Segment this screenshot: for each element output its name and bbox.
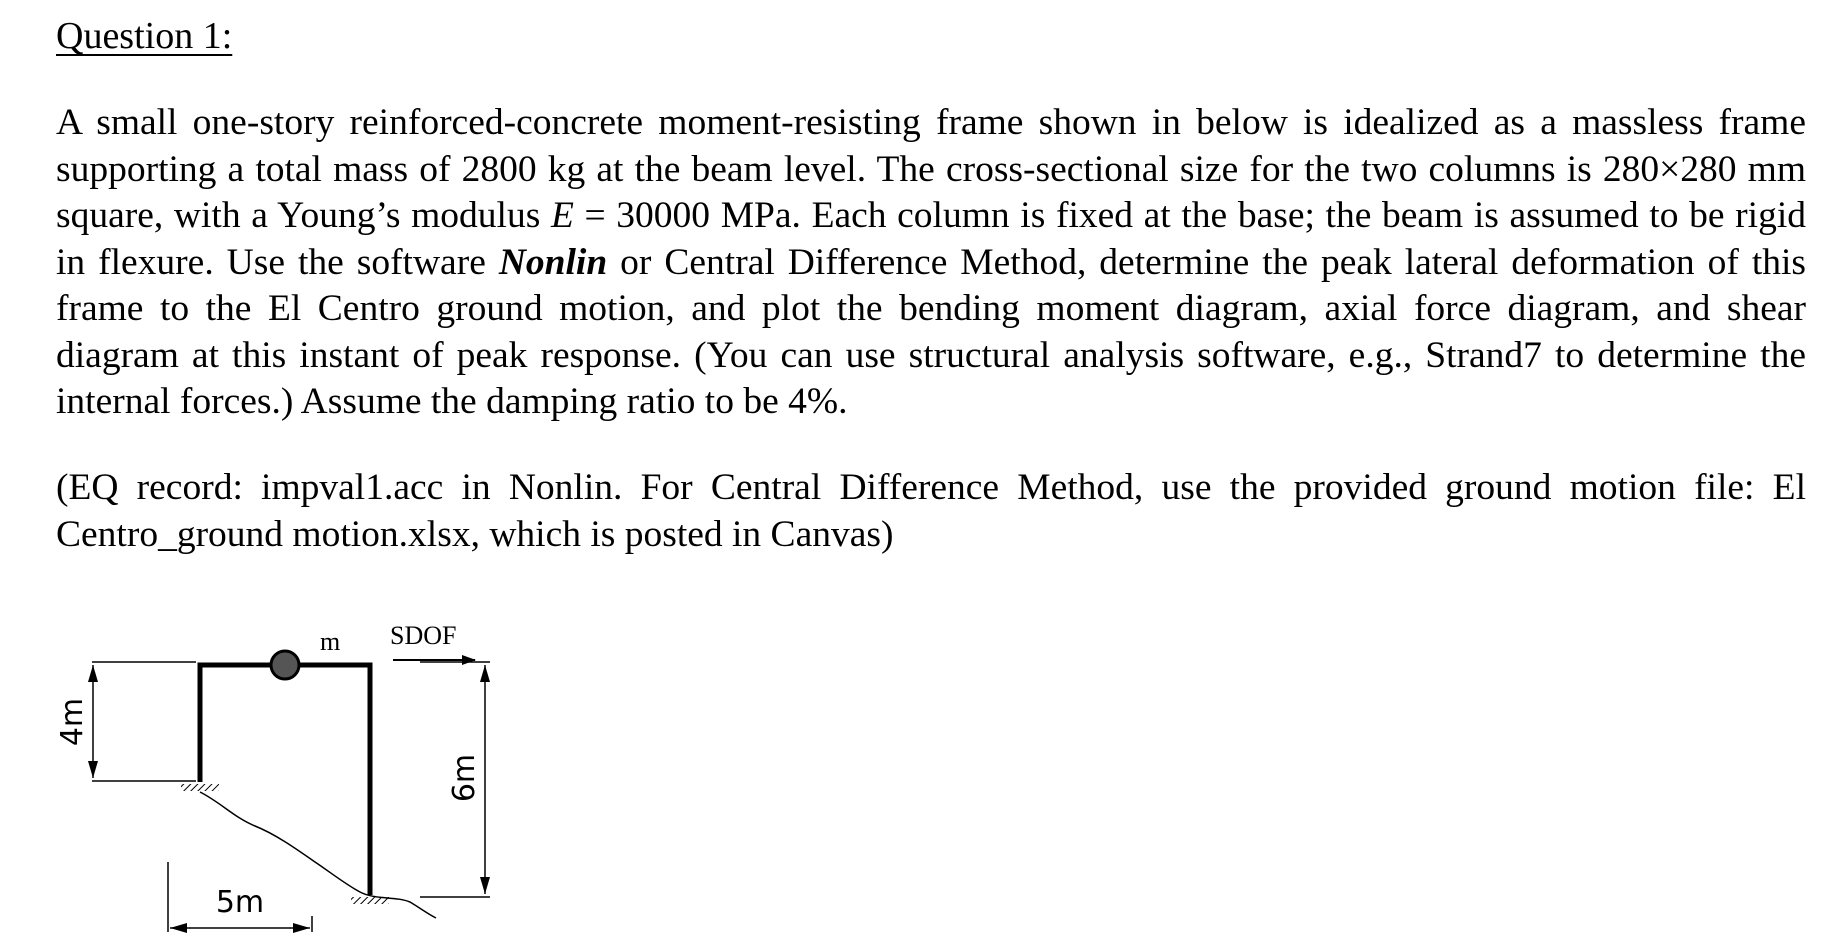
software-name: Nonlin [498,241,608,283]
problem-statement [56,100,1806,426]
right-height-label: 6m [447,753,482,803]
statement-part-1: A small one-story reinforced-concrete moment-resisting frame shown in below is idealized as a massless frame supporting a total mass of 2800 kg at the beam level. The cross-sectional size for the two columns is 280×280 mm square, with a Young’s modulus [56,102,1806,236]
mass-node [271,651,299,679]
span-label: 5m [215,885,265,920]
question-title: Question 1: [56,15,233,57]
mass-label: m [320,627,341,656]
eq-record-note: (EQ record: impval1.acc in Nonlin. For Central Difference Method, use the provided ground motion file: El Centro_ground motion.xlsx, which is posted in Canvas) [56,467,1806,555]
statement-part-2: = 30000 MPa. Each column is fixed at the base; the beam is assumed to be rigid in flexure. Use the software [56,195,1806,283]
dof-label: SDOF [390,621,457,650]
frame-structure [200,665,370,895]
left-fixed-support [181,784,219,791]
statement-part-3: or Central Difference Method, determine the peak lateral deformation of this frame to the El Centro ground motion, and plot the bending moment diagram, axial force diagram, and shear diagram at this instant of peak response. (You can use structural analysis software, e.g., Strand7 to determine the internal forces.) Assume the damping ratio to be 4%. [56,241,1807,422]
left-height-label: 4m [55,697,90,747]
frame-diagram [55,610,600,930]
modulus-symbol: E [550,195,574,236]
